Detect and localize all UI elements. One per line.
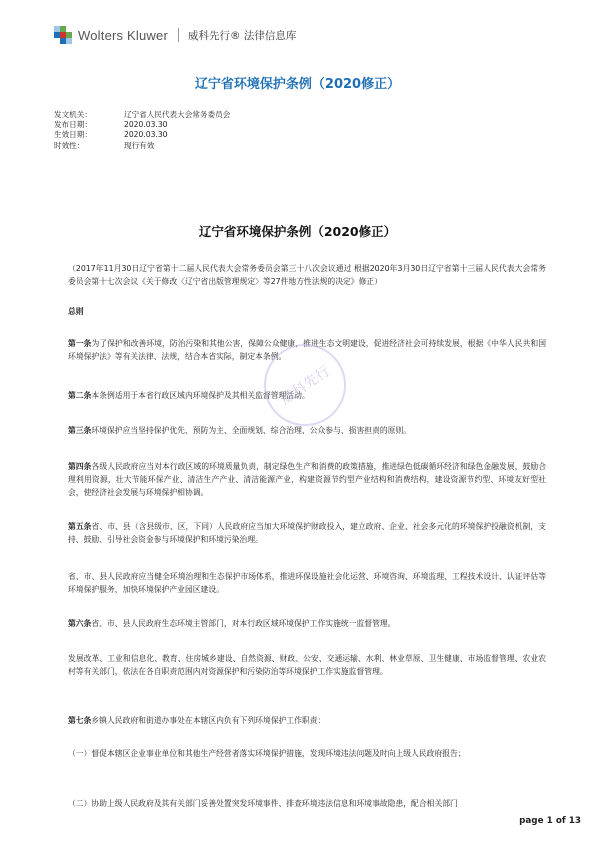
article-number: 第六条: [68, 619, 92, 628]
main-title: 辽宁省环境保护条例（2020修正）: [198, 224, 397, 239]
article: [68, 460, 546, 500]
preamble: （2017年11月30日辽宁省第十二届人民代表大会常务委员会第三十八次会议通过 根据2020年3月30日辽宁省第十三届人民代表大会常务委员会第十七次会议《关于修改〈辽宁省出版管理规定〉等27件地方性法规的决定》修正）: [68, 264, 546, 287]
document-title: 辽宁省环境保护条例（2020修正）: [194, 77, 401, 92]
meta-value: 2020.03.30: [124, 130, 168, 140]
meta-value: 2020.03.30: [124, 120, 168, 130]
meta-key: 发文机关：: [54, 110, 92, 119]
meta-key: 发布日期：: [54, 120, 92, 130]
chapter-heading: 总则: [68, 307, 84, 316]
brand-name: Wolters Kluwer: [78, 27, 168, 43]
article-number: 第三条: [68, 426, 92, 435]
article-number: 第七条: [68, 716, 92, 725]
meta-row: [54, 130, 230, 140]
metadata-block: [54, 110, 230, 151]
article-text: 省、市、县人民政府生态环境主管部门，对本行政区域环境保护工作实施统一监督管理。: [91, 619, 396, 628]
article-number: 第五条: [68, 522, 92, 531]
article-text: 为了保护和改善环境，防治污染和其他公害，保障公众健康，推进生态文明建设，促进经济社会可持续发展，根据《中华人民共和国环境保护法》等有关法律、法规，结合本省实际，制定本条例。: [68, 339, 546, 362]
meta-key: 生效日期：: [54, 130, 92, 140]
watermark-logo: [250, 330, 360, 440]
article: [68, 617, 546, 630]
article-text: 各级人民政府应当对本行政区域的环境质量负责，制定绿色生产和消费的政策措施，推进绿色低碳循环经济和绿色金融发展，鼓励合理利用资源，壮大节能环保产业、清洁生产产业、清洁能源产业，构建资源节约型产业结构和消费结构，建设资源节约型、环境友好型社会，使经济社会发展与环境保护相协调。: [68, 462, 546, 498]
article-item: [68, 747, 546, 760]
page-number: page 1 of 13: [519, 816, 581, 826]
meta-row: [54, 110, 230, 120]
article-text: 省、市、县（含县级市、区，下同）人民政府应当加大环境保护财政投入，建立政府、企业、社会多元化的环境保护投融资机制，支持、鼓励、引导社会资金参与环境保护和环境污染治理。: [68, 522, 546, 545]
article-text: （二）协助上级人民政府及其有关部门妥善处置突发环境事件、排查环境违法信息和环境事故隐患，配合相关部门: [68, 799, 458, 808]
wolters-kluwer-logo-icon: [54, 26, 72, 44]
article-text: 省、市、县人民政府应当健全环境治理和生态保护市场体系，推进环保设施社会化运营、环境咨询、环境监理、工程技术设计、认证评估等环境保护服务，加快环境保护产业园区建设。: [68, 572, 546, 595]
article: [68, 714, 546, 727]
header-divider: [178, 28, 179, 42]
meta-value: 辽宁省人民代表大会常务委员会: [124, 110, 231, 119]
article-text: 本条例适用于本省行政区域内环境保护及其相关监督管理活动。: [91, 391, 310, 400]
article: [68, 520, 546, 546]
article-paragraph: [68, 570, 546, 596]
article-number: 第二条: [68, 391, 92, 400]
header-subtitle: 威科先行® 法律信息库: [187, 29, 297, 42]
article-text: （一）督促本辖区企业事业单位和其他生产经营者落实环境保护措施，发现环境违法问题及时向上级人民政府报告；: [68, 749, 466, 758]
article-text: 环境保护应当坚持保护优先、预防为主、全面规划、综合治理、公众参与、损害担责的原则。: [91, 426, 412, 435]
meta-row: [54, 120, 230, 130]
article-item: [68, 797, 546, 810]
article-text: 乡镇人民政府和街道办事处在本辖区内负有下列环境保护工作职责：: [91, 716, 326, 725]
meta-row: [54, 141, 230, 151]
article-paragraph: [68, 652, 546, 678]
header: [54, 24, 296, 46]
article-text: 发展改革、工业和信息化、教育、住房城乡建设、自然资源、财政、公安、交通运输、水利、林业草原、卫生健康、市场监督管理、农业农村等有关部门，依法在各自职责范围内对资源保护和污染防治等环境保护工作实施监督管理。: [68, 654, 546, 677]
meta-value: 现行有效: [124, 140, 155, 150]
watermark-text: 威科先行: [278, 363, 334, 409]
article-number: 第一条: [68, 339, 92, 348]
meta-key: 时效性：: [54, 140, 85, 150]
article-number: 第四条: [68, 462, 92, 471]
